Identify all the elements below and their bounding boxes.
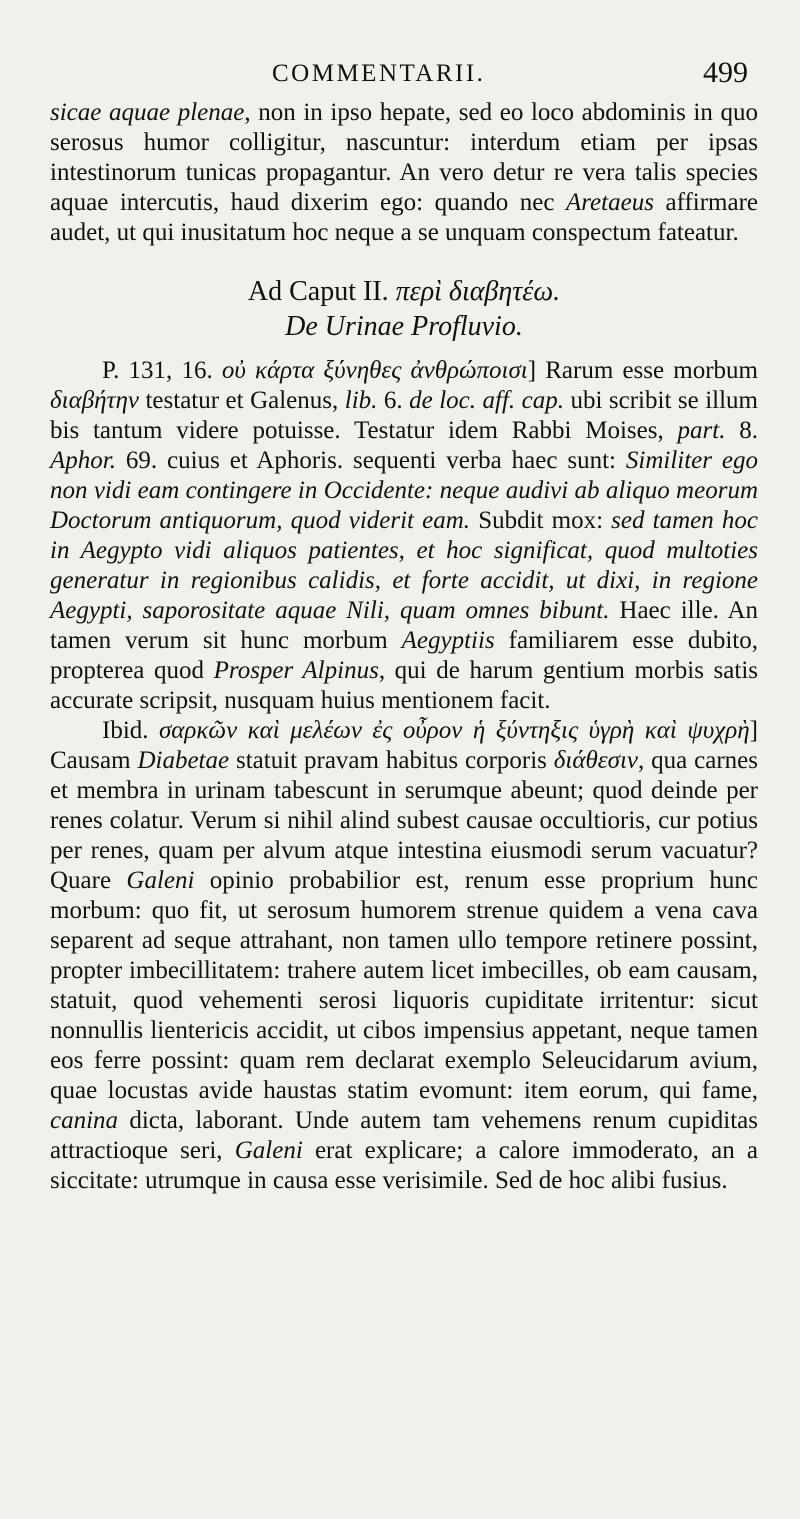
page-number: 499	[703, 56, 748, 89]
quotation: sed tamen hoc in Aegypto vidi aliquos patientes, et hoc significat, quod multoties generatur in regionibus calidis, et forte accidit, ut dixi, in regione Aegypti, saporositate aquae Nili, quam omnes bibunt.	[50, 507, 758, 624]
italic-phrase: sicae aquae plenae	[50, 99, 245, 126]
text-run: Haec ille. An tamen verum sit hunc morbum	[50, 597, 759, 654]
text-run: 8.	[725, 417, 758, 444]
text-run: erat explicare; a calore immoderato, an a siccitate: utrumque in causa esse verisimile. Sed de hoc alibi fusius.	[50, 1137, 758, 1194]
running-head	[50, 58, 758, 98]
text-run: , qui de harum gentium morbis satis accurate scripsit, nusquam huius mentionem facit.	[50, 657, 758, 714]
paragraph-continuation	[50, 98, 758, 248]
text-run: dicta, laborant. Unde autem tam vehemens renum cupiditas attractioque seri,	[50, 1107, 758, 1164]
text-run: ] Causam	[50, 717, 758, 774]
running-title: COMMENTARII.	[272, 60, 486, 87]
text-run: familiarem esse dubito, propterea quod	[50, 627, 758, 684]
text-run: Subdit mox:	[470, 507, 612, 534]
author-name: Galeni	[234, 1137, 303, 1164]
text-run: statuit pravam habitus corporis	[229, 747, 554, 774]
text-run: ] Rarum esse morbum	[527, 357, 759, 384]
quotation: Similiter ego non vidi eam contingere in Occidente: neque audivi ab aliquo meorum Doctorum antiquorum, quod viderit eam.	[50, 447, 758, 534]
greek-word: διαβήτην	[50, 387, 139, 414]
paragraph-rarum	[50, 356, 758, 716]
citation: Aphor.	[50, 447, 116, 474]
text-run: , non in ipso hepate, sed eo loco abdominis in quo serosus humor colligitur, nascuntur: interdum etiam per ipsas intestinorum tunicas propagantur. An vero detur re vera talis species aquae intercutis, haud dixerim ego: quando nec	[50, 99, 758, 216]
text-run: 6.	[377, 387, 410, 414]
citation: lib.	[344, 387, 378, 414]
text-run: , qua carnes et membra in urinam tabescunt in serumque abeunt; quod deinde per renes colatur. Verum si nihil alind subest causae occultioris, cur potius per renes, quam per alvum atque intestina eiusmodi serum vacuatur? Quare	[50, 747, 758, 894]
italic-word: Diabetae	[137, 747, 230, 774]
text-run: opinio probabilior est, renum esse proprium hunc morbum: quo fit, ut serosum humorem strenue quidem a vena cava separent ad seque attrahant, non tamen ullo tempore retinere possint, propter imbecillitatem: trahere autem licet imbecilles, ob eam causam, statuit, quod vehementi serosi liquoris cupiditate irritentur: sicut nonnullis lientericis accidit, ut cibos impensius appetant, neque tamen eos ferre possint: quam rem declarat exemplo Seleucidarum avium, quae locustas avide haustas statim evomunt: item eorum, qui fame,	[50, 867, 758, 1104]
heading-line-2: De Urinae Profluvio.	[285, 311, 523, 342]
citation: part.	[677, 417, 726, 444]
italic-word: Aegyptiis	[401, 627, 495, 654]
citation: de loc. aff. cap.	[409, 387, 564, 414]
author-name: Prosper Alpinus	[213, 657, 379, 684]
italic-word: canina	[50, 1107, 119, 1134]
greek-word: διάθεσιν	[553, 747, 638, 774]
text-run: testatur et Galenus,	[139, 387, 345, 414]
heading-line-1	[50, 274, 758, 309]
greek-lemma: σαρκῶν καὶ μελέων ἐς οὖρον ἡ ξύντηξις ὑγρὴ καὶ ψυχρὴ	[158, 717, 750, 744]
heading-chapter: Ad Caput II.	[247, 276, 396, 307]
greek-lemma: οὐ κάρτα ξύνηθες ἀνθρώποισι	[221, 357, 528, 384]
author-name: Galeni	[126, 867, 195, 894]
reference: P. 131, 16.	[102, 357, 222, 384]
chapter-heading	[50, 274, 758, 344]
paragraph-ibid	[50, 716, 758, 1196]
text-run: ubi scribit se illum bis tantum videre potuisse. Testatur idem Rabbi Moises,	[50, 387, 758, 444]
text-run: affirmare audet, ut qui inusitatum hoc neque a se unquam conspectum fateatur.	[50, 189, 758, 246]
reference: Ibid.	[102, 717, 159, 744]
text-run: 69. cuius et Aphoris. sequenti verba haec sunt:	[115, 447, 626, 474]
heading-greek: περὶ διαβητέω.	[395, 276, 561, 307]
author-name: Aretaeus	[565, 189, 654, 216]
